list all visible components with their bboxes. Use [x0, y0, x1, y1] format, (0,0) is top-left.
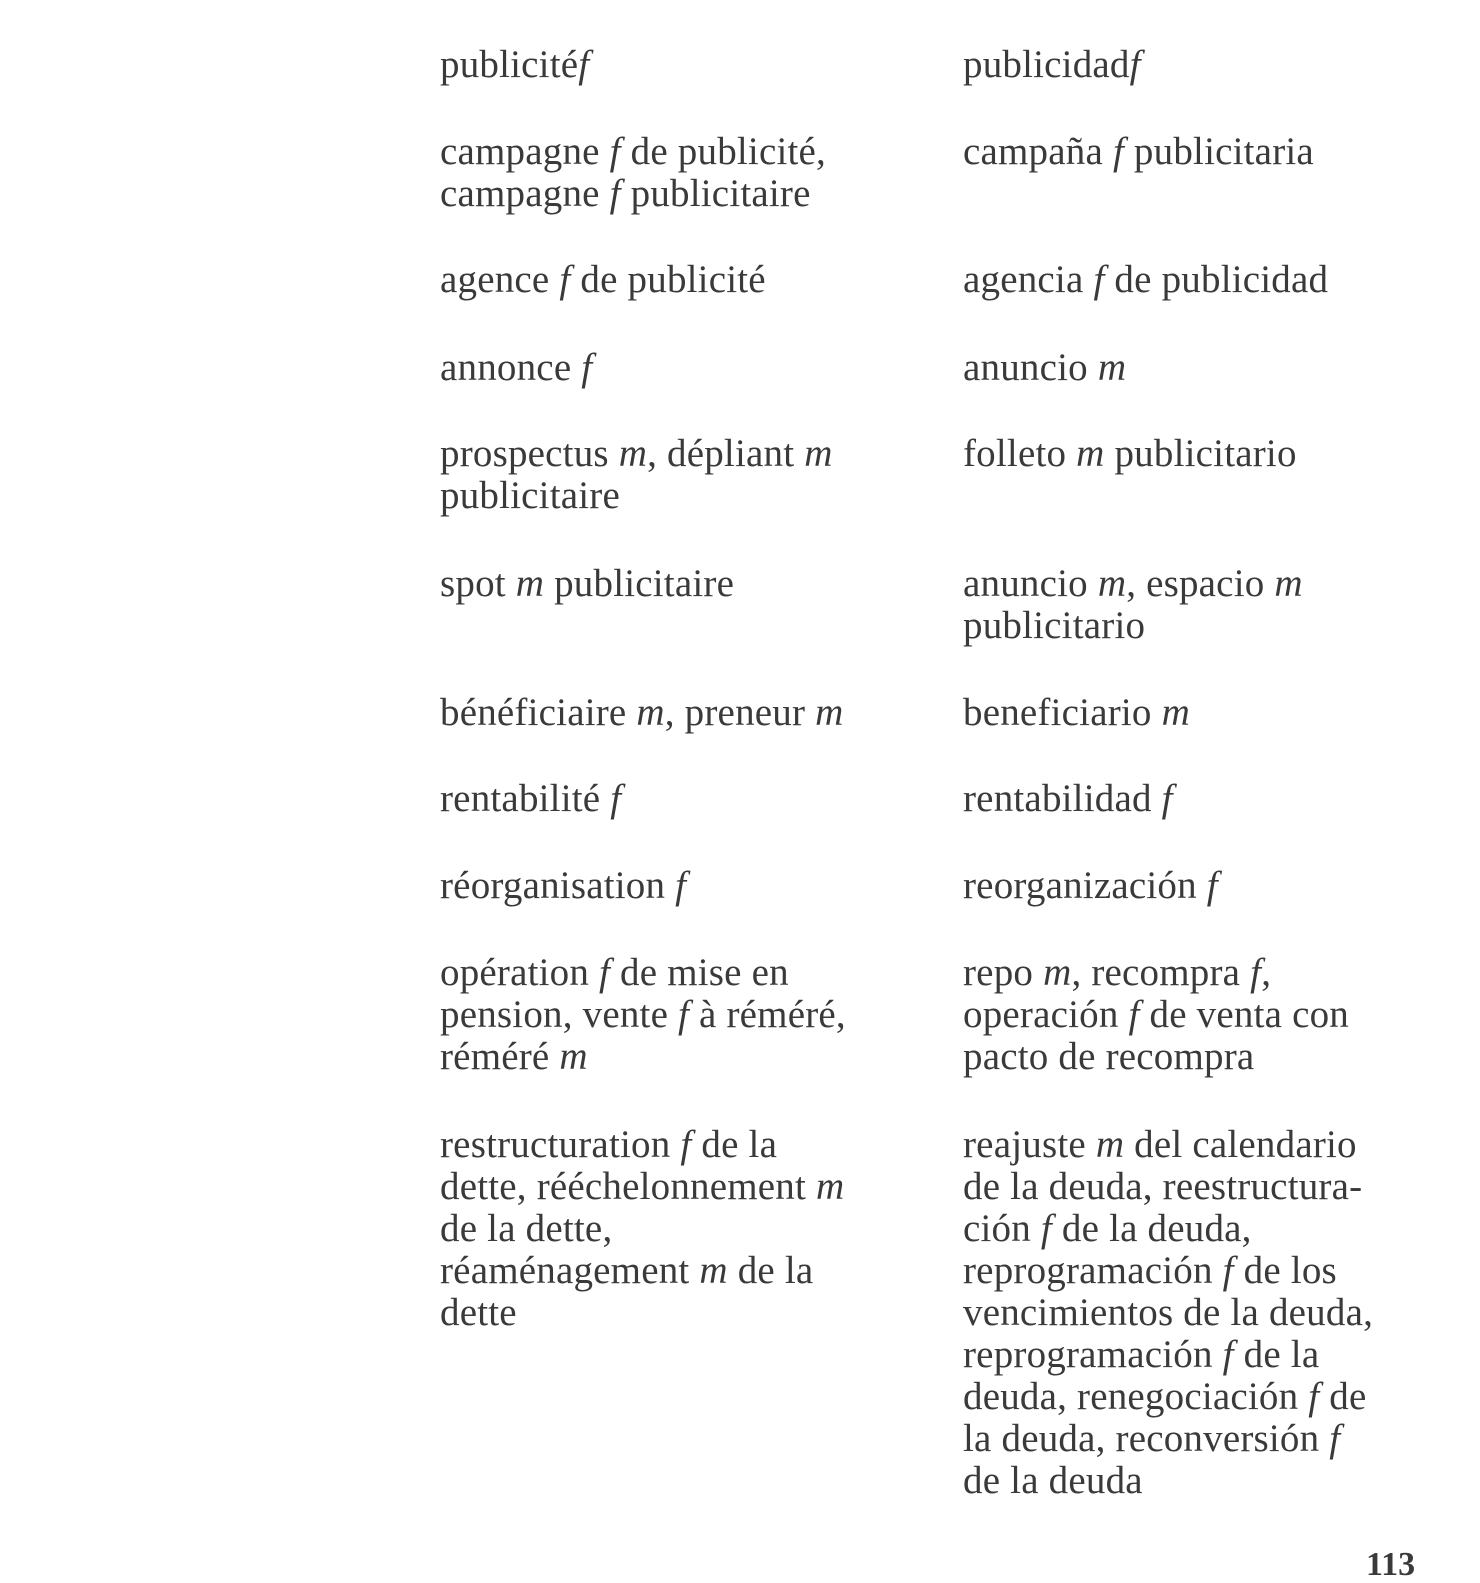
spanish-term — [963, 44, 1443, 86]
gender-marker: f — [678, 993, 690, 1036]
term-line — [963, 1418, 1443, 1460]
term-line — [963, 1250, 1443, 1292]
gender-marker: f — [599, 951, 611, 994]
french-term — [440, 131, 920, 215]
term-line — [440, 563, 920, 605]
gender-marker: f — [1250, 951, 1262, 994]
term-text: agence — [440, 258, 560, 301]
gender-marker: f — [610, 777, 622, 820]
term-text: , — [1261, 951, 1272, 994]
term-text: reorganización — [963, 864, 1207, 907]
gender-marker: f — [1040, 1207, 1052, 1250]
gender-marker: f — [1128, 993, 1140, 1036]
gender-marker: m — [815, 691, 844, 734]
term-text: reprogramación — [963, 1333, 1223, 1376]
term-line — [440, 259, 920, 301]
term-text: campaña — [963, 130, 1113, 173]
term-text: de la — [691, 1123, 778, 1166]
term-line — [963, 1292, 1443, 1334]
term-text: de la — [1233, 1333, 1320, 1376]
term-text: folleto — [963, 432, 1077, 475]
gender-marker: m — [1161, 691, 1190, 734]
term-line — [963, 433, 1443, 475]
term-text: campagne — [440, 130, 610, 173]
term-text: de los — [1233, 1249, 1337, 1292]
gender-marker: m — [1274, 562, 1303, 605]
term-text: de venta con — [1139, 993, 1349, 1036]
term-text: publicidad — [963, 43, 1130, 86]
term-line — [440, 994, 920, 1036]
gender-marker: f — [1112, 130, 1124, 173]
term-line — [963, 259, 1443, 301]
term-text: publicitaire — [620, 172, 811, 215]
spanish-term — [963, 259, 1443, 301]
term-text: annonce — [440, 346, 582, 389]
gender-marker: f — [1129, 43, 1141, 86]
term-line — [440, 1036, 920, 1078]
term-text: de la deuda, — [1051, 1207, 1252, 1250]
term-line — [440, 475, 920, 517]
term-line — [963, 44, 1443, 86]
term-text: de la — [727, 1249, 814, 1292]
french-term — [440, 778, 920, 820]
term-text: publicitaire — [440, 474, 620, 517]
term-text: publicitario — [1104, 432, 1297, 475]
term-text: del calendario — [1124, 1123, 1357, 1166]
term-text: , recompra — [1071, 951, 1251, 994]
term-text: rentabilidad — [963, 777, 1162, 820]
term-line — [963, 1460, 1443, 1502]
gender-marker: m — [699, 1249, 728, 1292]
term-line — [440, 1124, 920, 1166]
term-text: de la deuda, reestructura- — [963, 1165, 1363, 1208]
term-text: dette, rééchelonnement — [440, 1165, 816, 1208]
term-line — [963, 605, 1443, 647]
term-line — [440, 1250, 920, 1292]
term-text: réorganisation — [440, 864, 676, 907]
term-text: prospectus — [440, 432, 619, 475]
spanish-term — [963, 1124, 1443, 1502]
term-line — [440, 433, 920, 475]
term-line — [963, 1376, 1443, 1418]
gender-marker: f — [1222, 1333, 1234, 1376]
term-text: de publicité — [570, 258, 766, 301]
term-line — [440, 131, 920, 173]
page-number: 113 — [1366, 1546, 1416, 1583]
term-line — [963, 952, 1443, 994]
term-text: , dépliant — [647, 432, 805, 475]
term-line — [963, 1036, 1443, 1078]
term-line — [963, 994, 1443, 1036]
gender-marker: f — [675, 864, 687, 907]
gender-marker: f — [1308, 1375, 1320, 1418]
term-line — [440, 44, 920, 86]
gender-marker: f — [609, 172, 621, 215]
french-term — [440, 259, 920, 301]
gender-marker: f — [609, 130, 621, 173]
term-text: de mise en — [610, 951, 789, 994]
french-term — [440, 44, 920, 86]
spanish-term — [963, 131, 1443, 173]
term-text: reprogramación — [963, 1249, 1223, 1292]
term-text: réméré — [440, 1035, 560, 1078]
gender-marker: m — [1097, 562, 1127, 605]
term-text: de la dette, — [440, 1207, 613, 1250]
spanish-term — [963, 347, 1443, 389]
spanish-term — [963, 865, 1443, 907]
term-text: , preneur — [664, 691, 816, 734]
gender-marker: f — [680, 1123, 692, 1166]
term-text: de publicidad — [1104, 258, 1329, 301]
term-text: de — [1319, 1375, 1367, 1418]
term-text: deuda, renegociación — [963, 1375, 1309, 1418]
term-text: anuncio — [963, 346, 1098, 389]
term-text: dette — [440, 1291, 517, 1334]
gender-marker: m — [618, 432, 648, 475]
term-text: bénéficiaire — [440, 691, 637, 734]
term-line — [440, 952, 920, 994]
gender-marker: f — [1222, 1249, 1234, 1292]
term-text: operación — [963, 993, 1129, 1036]
spanish-term — [963, 952, 1443, 1078]
term-text: agencia — [963, 258, 1094, 301]
french-term — [440, 433, 920, 517]
gender-marker: m — [636, 691, 665, 734]
term-line — [440, 347, 920, 389]
gender-marker: f — [1093, 258, 1105, 301]
french-term — [440, 563, 920, 605]
term-text: anuncio — [963, 562, 1098, 605]
term-text: publicitaria — [1123, 130, 1314, 173]
term-line — [440, 778, 920, 820]
gender-marker: m — [804, 432, 833, 475]
gender-marker: m — [1076, 432, 1105, 475]
term-line — [440, 865, 920, 907]
term-text: publicitario — [963, 604, 1146, 647]
gender-marker: m — [515, 562, 545, 605]
term-text: spot — [440, 562, 516, 605]
term-text: de la deuda — [963, 1459, 1143, 1502]
term-text: campagne — [440, 172, 610, 215]
term-text: pension, vente — [440, 993, 679, 1036]
term-text: rentabilité — [440, 777, 611, 820]
term-text: opération — [440, 951, 600, 994]
french-term — [440, 952, 920, 1078]
term-text: ción — [963, 1207, 1041, 1250]
spanish-term — [963, 433, 1443, 475]
term-line — [440, 1292, 920, 1334]
spanish-term — [963, 692, 1443, 734]
gender-marker: f — [578, 43, 590, 86]
term-line — [963, 778, 1443, 820]
gender-marker: f — [1206, 864, 1218, 907]
french-term — [440, 347, 920, 389]
french-term — [440, 692, 920, 734]
term-text: pacto de recompra — [963, 1035, 1255, 1078]
gender-marker: m — [1097, 346, 1127, 389]
term-line — [963, 1166, 1443, 1208]
term-line — [440, 692, 920, 734]
gender-marker: m — [1043, 951, 1072, 994]
gender-marker: f — [581, 346, 593, 389]
gender-marker: m — [816, 1165, 845, 1208]
term-text: de publicité, — [620, 130, 827, 173]
term-line — [963, 1208, 1443, 1250]
gender-marker: m — [559, 1035, 588, 1078]
term-line — [963, 1124, 1443, 1166]
term-line — [963, 865, 1443, 907]
gender-marker: f — [1329, 1417, 1341, 1460]
term-line — [963, 563, 1443, 605]
term-text: reajuste — [963, 1123, 1096, 1166]
term-line — [963, 131, 1443, 173]
term-line — [440, 1166, 920, 1208]
term-text: restructuration — [440, 1123, 681, 1166]
gender-marker: f — [1161, 777, 1173, 820]
term-text: la deuda, reconversión — [963, 1417, 1330, 1460]
french-term — [440, 865, 920, 907]
term-text: publicitaire — [544, 562, 735, 605]
term-text: publicité — [440, 43, 579, 86]
spanish-term — [963, 563, 1443, 647]
term-line — [963, 692, 1443, 734]
french-term — [440, 1124, 920, 1334]
gender-marker: f — [559, 258, 571, 301]
term-text: à réméré, — [689, 993, 846, 1036]
term-text: réaménagement — [440, 1249, 700, 1292]
term-text: vencimientos de la deuda, — [963, 1291, 1374, 1334]
term-text: , espacio — [1126, 562, 1275, 605]
term-line — [963, 1334, 1443, 1376]
term-line — [440, 1208, 920, 1250]
term-text: beneficiario — [963, 691, 1162, 734]
spanish-term — [963, 778, 1443, 820]
gender-marker: m — [1095, 1123, 1125, 1166]
term-line — [963, 347, 1443, 389]
term-line — [440, 173, 920, 215]
term-text: repo — [963, 951, 1044, 994]
